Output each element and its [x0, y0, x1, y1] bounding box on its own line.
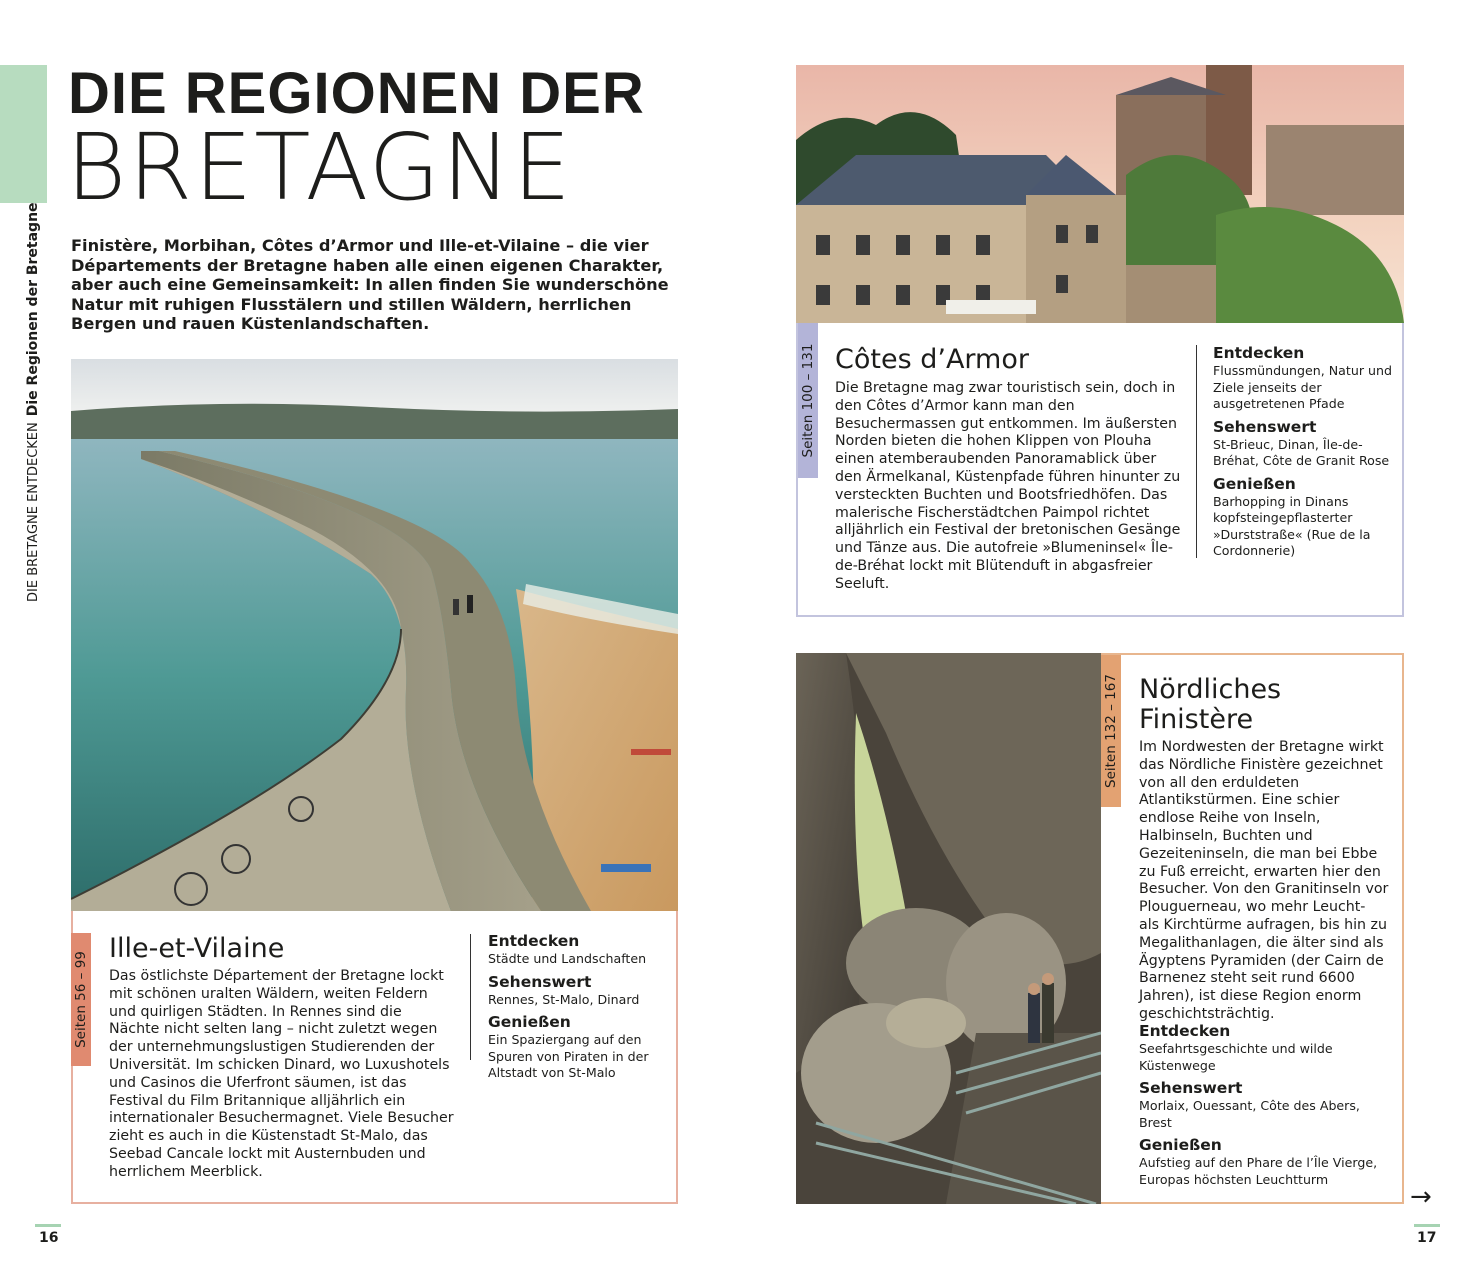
- page-title-line1: DIE REGIONEN DER: [68, 61, 645, 126]
- running-head-bold: Die Regionen der Bretagne: [25, 202, 41, 417]
- page-ref-tab-cotes: [798, 323, 818, 478]
- sights-text-finistere: Morlaix, Ouessant, Côte des Abers, Brest: [1139, 1098, 1360, 1130]
- explore-text-cotes: Flussmündungen, Natur und Ziele jenseits der ausgetretenen Pfade: [1213, 363, 1392, 411]
- explore-label-ille: Entdecken: [488, 932, 580, 950]
- page-number-rule-right: [1414, 1224, 1440, 1227]
- enjoy-label-cotes: Genießen: [1213, 474, 1296, 493]
- enjoy-text-finistere: Aufstieg auf den Phare de l’Île Vierge, Europas höchsten Leuchtturm: [1139, 1155, 1378, 1187]
- region-title-finistere: [1139, 675, 1281, 735]
- sights-label-finistere: Sehenswert: [1139, 1079, 1243, 1097]
- page-ref-finistere: Seiten 132 – 167: [1103, 674, 1119, 788]
- region-facts-cotes: [1213, 344, 1393, 560]
- sights-label-cotes: Sehenswert: [1213, 417, 1317, 436]
- sights-text-ille: Rennes, St-Malo, Dinard: [488, 991, 640, 1007]
- enjoy-text-cotes: Barhopping in Dinans kopfsteingepflasterter »Durststraße« (Rue de la Cordonnerie): [1213, 493, 1371, 558]
- region-title-ille: Ille-et-Vilaine: [109, 933, 285, 964]
- enjoy-label-ille: Genießen: [488, 1013, 571, 1031]
- page-ref-ille: Seiten 56 – 99: [73, 951, 89, 1048]
- photo-cotes-darmor-town: [796, 65, 1404, 323]
- explore-text-ille: Städte und Landschaften: [488, 951, 647, 966]
- region-body-ille: Das östlichste Département der Bretagne lockt mit schönen uralten Wäldern, weiten Feldern und quirligen Städten. In Rennes sind die Nächte nicht selten lang – nicht zuletzt wegen der unternehmungslustigen Studierenden der Universität. Im schicken Dinard, wo Luxushotels und Casinos die Uferfront säumen, ist das Festival du Film Britannique alljährlich ein internationaler Besuchermagnet. Viele Besucher zieht es auch in die Küstenstadt St-Malo, das Seebad Cancale lockt mit Austernbuden und herrlichem Meerblick.: [109, 968, 454, 1180]
- region-title-cotes: Côtes d’Armor: [835, 344, 1029, 375]
- enjoy-text-ille: Ein Spaziergang auf den Spuren von Piraten in der Altstadt von St-Malo: [488, 1032, 649, 1080]
- enjoy-label-finistere: Genießen: [1139, 1136, 1222, 1154]
- page-title-line2: BRETAGNE: [66, 114, 573, 221]
- sights-label-ille: Sehenswert: [488, 972, 592, 991]
- region-body-cotes: Die Bretagne mag zwar touristisch sein, doch in den Côtes d’Armor kann man den Besuchermassen gut entkommen. Im äußersten Norden bieten die hohen Klippen von Plouha einen atemberaubenden Panoramablick über den Ärmelkanal, Küstenpfade führen hinunter zu versteckten Buchten und Bootsfriedhöfen. Das malerische Fischerstädtchen Paimpol richtet alljährlich ein Festival der bretonischen Gesänge und Tänze aus. Die autofreie »Blumeninsel« Île-de-Bréhat lockt mit Blütenduft in abgasfreier Seeluft.: [835, 380, 1181, 592]
- page-ref-tab-finistere: [1101, 655, 1121, 807]
- page-number-left: 16: [39, 1230, 59, 1246]
- divider-cotes: [1196, 345, 1197, 558]
- photo-finistere-rocks: [796, 653, 1101, 1204]
- explore-text-finistere: Seefahrtsgeschichte und wilde Küstenwege: [1139, 1041, 1333, 1073]
- running-head-light: DIE BRETAGNE ENTDECKEN: [26, 422, 41, 602]
- page-number-right: 17: [1417, 1230, 1437, 1246]
- region-title-finistere-line2: Finistère: [1139, 704, 1254, 735]
- next-page-arrow-icon[interactable]: →: [1410, 1182, 1432, 1212]
- running-head: [18, 202, 48, 602]
- explore-label-finistere: Entdecken: [1139, 1022, 1231, 1040]
- page-ref-cotes: Seiten 100 – 131: [800, 343, 816, 458]
- explore-label-cotes: Entdecken: [1213, 344, 1305, 362]
- page-number-rule-left: [35, 1224, 61, 1227]
- section-tab: [0, 65, 47, 203]
- sights-text-cotes: St-Brieuc, Dinan, Île-de-Bréhat, Côte de Granit Rose: [1213, 436, 1390, 468]
- region-facts-finistere: [1139, 1022, 1394, 1188]
- divider-ille: [470, 934, 471, 1060]
- page-ref-tab-ille: [71, 933, 91, 1066]
- region-title-finistere-line1: Nördliches: [1139, 674, 1282, 705]
- region-facts-ille: [488, 932, 663, 1082]
- intro-text: Finistère, Morbihan, Côtes d’Armor und Ille-et-Vilaine – die vier Départements der Bretagne haben alle einen eigenen Charakter, aber auch eine Gemeinsamkeit: In allen finden Sie wunderschöne Natur mit ruhigen Flusstälern und stillen Wäldern, herrlichen Bergen und rauen Küstenlandschaften.: [71, 236, 669, 333]
- photo-saint-malo-pier: [71, 359, 678, 911]
- region-body-finistere: Im Nordwesten der Bretagne wirkt das Nördliche Finistère gezeichnet von all den erduldeten Atlantikstürmen. Eine schier endlose Reihe von Inseln, Halbinseln, Buchten und Gezeiteninseln, die man bei Ebbe zu Fuß erreicht, erwarten hier den Besucher. Von den Granitinseln vor Plouguerneau, wo mehr Leucht- als Kirchtürme aufragen, bis hin zu Megalithanlagen, die älter sind als Ägyptens Pyramiden (der Cairn de Barnenez steht seit rund 6600 Jahren), ist diese Region enorm geschichtsträchtig.: [1139, 739, 1389, 1022]
